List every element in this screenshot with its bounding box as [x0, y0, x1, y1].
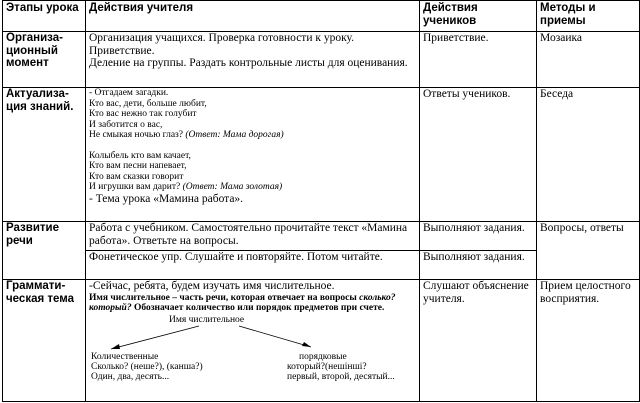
header-teacher: Действия учителя	[86, 1, 420, 32]
riddle-intro: - Отгадаем загадки.	[89, 88, 169, 98]
riddle-line	[89, 130, 416, 141]
lesson-topic: - Тема урока «Мамина работа».	[89, 192, 244, 205]
riddle-line: Кто вас, дети, больше любит,	[89, 98, 207, 109]
students-actualization: Ответы учеников.	[420, 88, 537, 222]
students-organization: Приветствие.	[420, 32, 537, 88]
riddle-line: Кто вам сказки говорит	[89, 171, 184, 182]
definition-questions: сколько? который?	[89, 292, 396, 313]
header-students: Действия учеников	[420, 1, 537, 32]
students-grammar: Слушают объяснение учителя.	[420, 280, 537, 402]
riddle-answer: (Ответ: Мама золотая)	[182, 182, 283, 192]
definition-part: Обозначает количество или порядок предметов при счете.	[133, 303, 385, 313]
row-development-1	[3, 222, 640, 251]
riddle-answer: (Ответ: Мама дорогая)	[185, 130, 284, 140]
teacher-line: Организация учащихся. Проверка готовности к уроку.	[89, 32, 354, 44]
arrow-right	[239, 326, 311, 347]
students-development-2: Выполняют задания.	[420, 251, 537, 280]
row-organization	[3, 32, 640, 88]
teacher-line: Деление на группы. Раздать контрольные листы для оценивания.	[89, 57, 408, 69]
riddle-line: Кто вам песни напевает,	[89, 161, 187, 171]
methods-actualization: Беседа	[537, 88, 640, 222]
diagram-left-question: Сколько? (неше?), (канша?)	[91, 361, 203, 372]
students-development-1: Выполняют задания.	[420, 222, 537, 251]
methods-grammar: Прием целостного восприятия.	[537, 280, 640, 402]
riddle-line: Колыбель кто вам качает,	[89, 150, 191, 161]
grammar-intro: -Сейчас, ребята, будем изучать имя числительное.	[89, 280, 335, 292]
teacher-line: Приветствие.	[89, 44, 155, 57]
riddle-question: И игрушки вам дарит?	[89, 182, 181, 192]
stage-development: Развитие речи	[3, 222, 86, 280]
header-row	[3, 1, 640, 32]
header-stage: Этапы урока	[3, 1, 86, 32]
methods-development: Вопросы, ответы	[537, 222, 640, 280]
diagram-root: Имя числительное	[169, 314, 245, 325]
arrow-left	[111, 326, 199, 349]
definition-part: Имя числительное – часть речи, которая отвечает на вопросы	[89, 292, 357, 303]
diagram-right-question: который?(нешінші?	[287, 361, 367, 372]
arrow-left-head	[111, 344, 120, 349]
teacher-actualization	[86, 88, 420, 222]
lesson-plan-table	[2, 0, 640, 402]
methods-organization: Мозаика	[537, 32, 640, 88]
diagram-right-title: порядковые	[299, 351, 347, 362]
teacher-organization	[86, 32, 420, 88]
diagram-left-example: Один, два, десять...	[91, 371, 170, 382]
diagram-right-example: первый, второй, десятый...	[287, 371, 395, 382]
teacher-grammar	[86, 280, 420, 402]
riddle-line	[89, 182, 416, 193]
arrow-right-head	[302, 342, 311, 347]
teacher-development-2: Фонетическое упр. Слушайте и повторяйте. Потом читайте.	[86, 251, 420, 280]
stage-actualization: Актуализа-ция знаний.	[3, 88, 86, 222]
riddle-question: Не смыкая ночью глаз?	[89, 130, 184, 140]
header-methods: Методы и приемы	[537, 1, 640, 32]
riddle-line: И заботится о вас,	[89, 119, 163, 130]
row-grammar	[3, 280, 640, 402]
row-actualization	[3, 88, 640, 222]
teacher-development-1: Работа с учебником. Самостоятельно прочитайте текст «Мамина работа». Ответьте на вопросы.	[86, 222, 420, 251]
riddle-line: Кто вас нежно так голубит	[89, 109, 197, 119]
numeral-diagram	[89, 314, 416, 384]
diagram-left-title: Количественные	[91, 351, 159, 362]
grammar-definition	[89, 293, 416, 314]
stage-grammar: Граммати-ческая тема	[3, 280, 86, 402]
stage-organization: Организа-ционный момент	[3, 32, 86, 88]
